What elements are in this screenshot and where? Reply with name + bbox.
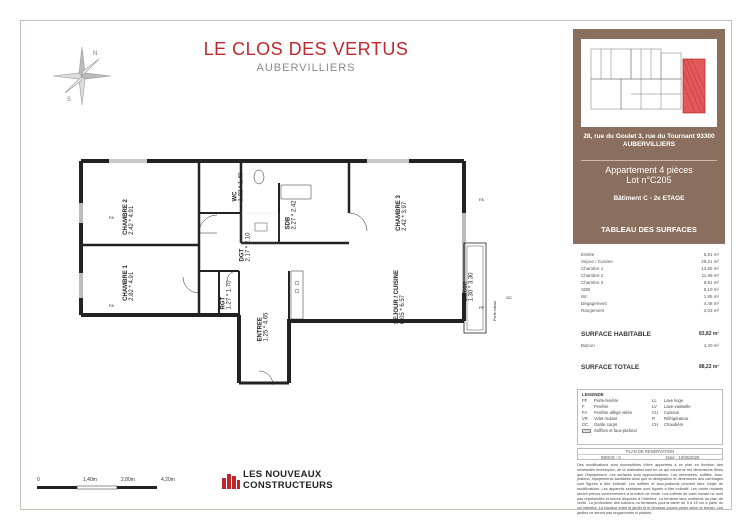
- logo-text: LES NOUVEAUX CONSTRUCTEURS: [243, 469, 333, 491]
- surface-row: Dégagement 4,48 m²: [581, 301, 719, 306]
- legend-item: CU Cuisson: [652, 410, 680, 415]
- compass-north: N: [93, 51, 98, 57]
- surface-row: Chambre 2 11,88 m²: [581, 273, 719, 278]
- mark-porte-rideau: Porte-rideau: [492, 301, 497, 321]
- mark-fa-2: FA: [109, 303, 114, 308]
- surfaces-table-title: TABLEAU DES SURFACES: [601, 225, 697, 234]
- key-plan-drawing: [581, 39, 717, 127]
- scale-tick-1: 1,40m: [83, 477, 97, 483]
- panel-divider: [581, 160, 717, 161]
- scale-tick-3: 4,20m: [161, 477, 175, 483]
- surface-row: Séjour / Cuisine 29,21 m²: [581, 259, 719, 264]
- room-chambre-1: CHAMBRE 1 2.82 * 4.91: [122, 265, 135, 301]
- room-entree: ENTREE 1.25 * 4.65: [257, 312, 270, 342]
- surface-row: SDB 5,10 m²: [581, 287, 719, 292]
- room-sdb: SDB 2.27 * 2.42: [285, 200, 298, 230]
- compass-south: S: [67, 97, 72, 103]
- legend-item: LL Lave linge: [652, 398, 684, 403]
- reservation-title: PLAN DE RESERVATION: [578, 449, 722, 455]
- surface-row: Entrée 5,81 m²: [581, 252, 719, 257]
- legend-item: VR Volet roulant: [582, 416, 618, 421]
- plan-sheet: [20, 20, 732, 515]
- program-city: AUBERVILLIERS: [256, 62, 356, 74]
- mark-pf: PF: [479, 305, 485, 310]
- document-title: [181, 39, 431, 74]
- apartment-type: Appartement 4 pièces: [605, 165, 693, 175]
- disclaimer-text: Des modifications sont susceptibles d'être apportées à ce plan en fonction des nécessités techniques, de la réalisation tant en ce qui concerne les dimensions libres que l'équipement. Les surfaces sont approximatives. Les retombées, soffites, faux-plafond, équipements sanitaires ainsi que la désignation et dimensions des carrelages sont figurés à titre indicatif. Les soffites et faux-plafonds peuvent faire l'objet de modifications. Les appareils sanitaires sont figurés à titre indicatif. Les volets roulants seront prévus conformément à la notice de vente. Les coffrets de volet roulant ne sont pas représentés et seront disposés à l'intérieur. La terrasse sera conforme au plan de vente. La profondeur des balcons ou terrasses pourra varier de 5 à 15 cm à partir du sol intérieur. La hauteur entre le jardin et le terrasse pourra varier selon le terrain. Les jardins ne seront pas engazonnés ni plantés.: [577, 463, 723, 515]
- building-logo-icon: [221, 470, 241, 490]
- program-name: LE CLOS DES VERTUS: [203, 39, 409, 59]
- surface-row: Rangement 2,03 m²: [581, 308, 719, 313]
- floor-plan: [69, 153, 529, 413]
- legend-title: LEGENDE: [582, 392, 604, 397]
- surface-totale-row: SURFACE TOTALE 88,22 m²: [581, 364, 719, 371]
- info-panel: [573, 29, 725, 515]
- scale-tick-2: 2,80m: [121, 477, 135, 483]
- les-nouveaux-constructeurs-logo: [221, 469, 381, 495]
- room-dgt: DGT 2.17 * 2.10: [239, 232, 252, 262]
- legend-item: FA Fenêtre allège vitrée: [582, 410, 633, 415]
- legend-box: [577, 389, 723, 445]
- legend-grid: [582, 398, 718, 428]
- balcon-row: Balcon 4,40 m²: [581, 343, 719, 348]
- scale-bar: [37, 477, 182, 493]
- hatch-icon: [582, 429, 591, 433]
- legend-item: PF Porte-fenêtre: [582, 398, 619, 403]
- mark-fa-3: FA: [479, 197, 484, 202]
- reservation-box: [577, 448, 723, 460]
- legend-item: LV Lave-vaisselle: [652, 404, 691, 409]
- room-wc: WC 1.32 * 1.40: [232, 172, 245, 202]
- reservation-row: INDICE : 0 Date : 10/06/2025: [600, 455, 700, 460]
- key-plan: [581, 39, 717, 127]
- scale-tick-0: 0: [37, 477, 40, 483]
- building-floor: Bâtiment C - 2e ETAGE: [613, 195, 685, 202]
- compass-rose-icon: [47, 41, 117, 111]
- room-chambre-3: CHAMBRE 3 2.42 * 3.97: [395, 195, 408, 231]
- room-rgt: RGT 1.27 * 1.70: [220, 280, 233, 310]
- address: 28, rue du Goulet 3, rue du Tournant 93300 AUBERVILLIERS: [583, 133, 715, 148]
- surface-row: Chambre 1 13,85 m²: [581, 266, 719, 271]
- surface-row: Chambre 3 9,61 m²: [581, 280, 719, 285]
- legend-item: CH Chaudière: [652, 422, 684, 427]
- legend-item: R Réfrigérateur: [652, 416, 689, 421]
- surface-row: Wc 1,85 m²: [581, 294, 719, 299]
- apartment-info: [581, 165, 717, 185]
- surface-habitable-row: SURFACE HABITABLE 83,82 m²: [581, 331, 719, 338]
- room-balcon: Balcon 1.30 * 3.30: [462, 272, 475, 302]
- scale-bar-graphic: [37, 485, 182, 493]
- room-sejour-cuisine: SEJOUR / CUISINE 6.05 * 6.57: [394, 269, 407, 325]
- legend-soffites: Soffites et faux-plafond: [582, 428, 718, 434]
- floor-plan-drawing: [69, 153, 529, 413]
- lot-number: Lot n°C205: [626, 175, 672, 185]
- legend-item: F Fenêtre: [582, 404, 609, 409]
- mark-fa-1: FA: [109, 215, 114, 220]
- mark-gc: GC: [506, 295, 512, 300]
- panel-header: [573, 29, 725, 244]
- room-chambre-2: CHAMBRE 2 2.42 * 4.91: [122, 199, 135, 235]
- legend-item: GC Garde corps: [582, 422, 618, 427]
- surfaces-table: [581, 251, 721, 314]
